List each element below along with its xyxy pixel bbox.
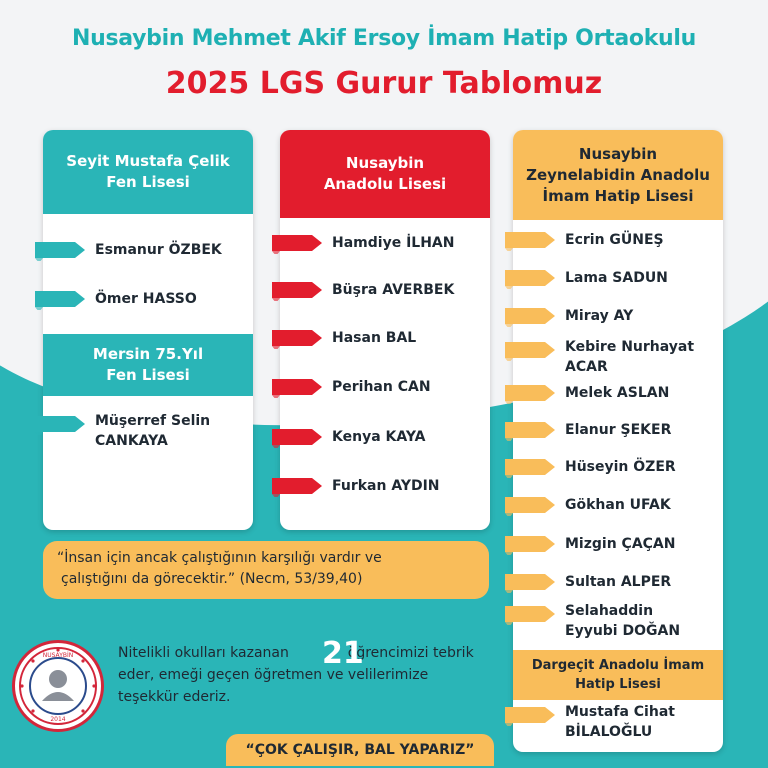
seal-emblem-icon bbox=[15, 643, 101, 729]
student-ribbon-icon bbox=[272, 426, 324, 448]
congrats-line-2: eder, emeği geçen öğretmen ve velilerimize bbox=[118, 667, 429, 683]
student-ribbon-icon bbox=[272, 376, 324, 398]
card-subheader-mersin: Mersin 75.Yıl Fen Lisesi bbox=[43, 334, 253, 396]
student-ribbon-icon bbox=[505, 229, 557, 251]
student-name: Ömer HASSO bbox=[95, 291, 197, 307]
card-subheader-dargecit: Dargeçit Anadolu İmam Hatip Lisesi bbox=[513, 650, 723, 700]
congrats-before: Nitelikli okulları kazanan bbox=[118, 645, 289, 661]
student-name: Mustafa Cihat BİLALOĞLU bbox=[565, 704, 675, 740]
student-name: Sultan ALPER bbox=[565, 574, 672, 590]
student-ribbon-icon bbox=[505, 382, 557, 404]
card-header-nusaybin-anadolu: Nusaybin Anadolu Lisesi bbox=[280, 130, 490, 218]
congrats-after: öğrencimizi tebrik bbox=[347, 645, 474, 661]
student-ribbon-icon bbox=[505, 603, 557, 625]
quote-line-1: “İnsan için ancak çalıştığının karşılığı vardır ve bbox=[57, 550, 382, 566]
student-ribbon-icon bbox=[505, 533, 557, 555]
student-ribbon-icon bbox=[505, 571, 557, 593]
congrats-line-1 bbox=[118, 642, 510, 664]
student-ribbon-icon bbox=[505, 419, 557, 441]
student-ribbon-icon bbox=[505, 305, 557, 327]
student-name: Mizgin ÇAÇAN bbox=[565, 536, 676, 552]
student-name: Ecrin GÜNEŞ bbox=[565, 232, 664, 248]
student-name: Hasan BAL bbox=[332, 330, 417, 346]
student-ribbon-icon bbox=[35, 288, 87, 310]
student-name: Hamdiye İLHAN bbox=[332, 235, 455, 251]
student-ribbon-icon bbox=[272, 475, 324, 497]
student-name: Perihan CAN bbox=[332, 379, 431, 395]
student-name: Büşra AVERBEK bbox=[332, 282, 455, 298]
student-name: Esmanur ÖZBEK bbox=[95, 242, 222, 258]
congrats-text bbox=[118, 642, 510, 708]
student-ribbon-icon bbox=[505, 339, 557, 361]
student-ribbon-icon bbox=[272, 279, 324, 301]
student-ribbon-icon bbox=[35, 239, 87, 261]
student-name: Lama SADUN bbox=[565, 270, 668, 286]
student-name: Furkan AYDIN bbox=[332, 478, 440, 494]
student-ribbon-icon bbox=[35, 413, 87, 435]
school-title: Nusaybin Mehmet Akif Ersoy İmam Hatip Ortaokulu bbox=[72, 26, 696, 51]
student-name: Gökhan UFAK bbox=[565, 497, 671, 513]
student-ribbon-icon bbox=[505, 494, 557, 516]
student-name: Selahaddin Eyyubi DOĞAN bbox=[565, 603, 681, 639]
motto-banner: “ÇOK ÇALIŞIR, BAL YAPARIZ” bbox=[226, 734, 494, 766]
student-name: Kebire Nurhayat ACAR bbox=[565, 339, 695, 375]
student-ribbon-icon bbox=[272, 327, 324, 349]
student-name: Elanur ŞEKER bbox=[565, 422, 672, 438]
student-ribbon-icon bbox=[505, 456, 557, 478]
card-header-seyit-mustafa: Seyit Mustafa Çelik Fen Lisesi bbox=[43, 130, 253, 214]
card-fen-lisesi bbox=[43, 130, 253, 530]
school-seal-logo bbox=[12, 640, 104, 732]
student-ribbon-icon bbox=[505, 704, 557, 726]
student-name: Hüseyin ÖZER bbox=[565, 459, 676, 475]
student-ribbon-icon bbox=[505, 267, 557, 289]
student-name: Melek ASLAN bbox=[565, 385, 670, 401]
student-ribbon-icon bbox=[272, 232, 324, 254]
student-name: Müşerref Selin CANKAYA bbox=[95, 413, 211, 449]
student-name: Miray AY bbox=[565, 308, 634, 324]
student-count: 21 bbox=[322, 636, 364, 671]
student-name: Kenya KAYA bbox=[332, 429, 426, 445]
page-title: 2025 LGS Gurur Tablomuz bbox=[165, 66, 603, 101]
quote-box bbox=[43, 541, 489, 599]
seal-name: NUSAYBİN bbox=[42, 652, 74, 659]
seal-year: 2014 bbox=[50, 716, 66, 723]
card-header-zeynelabidin: Nusaybin Zeynelabidin Anadolu İmam Hatip Lisesi bbox=[513, 130, 723, 220]
congrats-line-3: teşekkür ederiz. bbox=[118, 689, 231, 705]
quote-line-2: çalıştığını da görecektir.” (Necm, 53/39,40) bbox=[61, 571, 363, 587]
